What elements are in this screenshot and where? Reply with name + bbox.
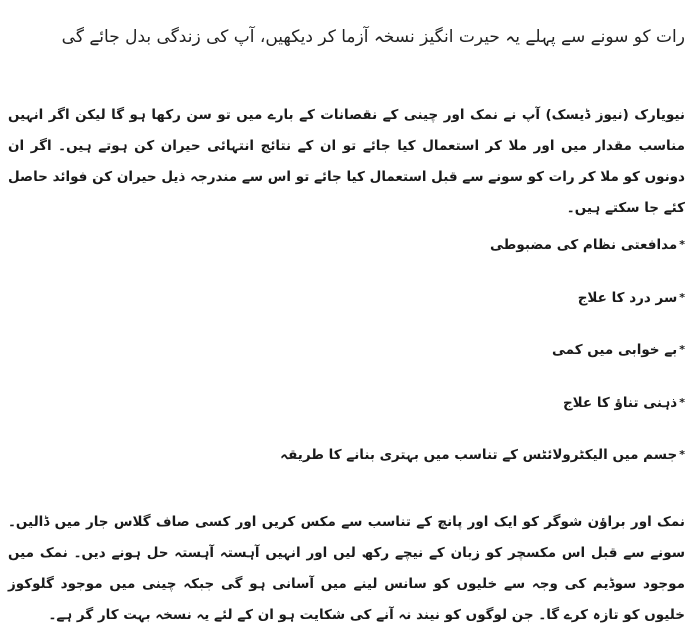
list-item-text: سر درد کا علاج — [577, 289, 678, 306]
method-paragraph: نمک اور براؤن شوگر کو ایک اور پانچ کے تناسب سے مکس کریں اور کسی صاف گلاس جار میں ڈالیں۔ سونے سے قبل اس مکسچر کو زبان کے نیچے رکھ لیں اور انہیں آہستہ آہستہ حل ہونے دیں۔ نمک میں موجود سوڈیم کی وجہ سے خلیوں کو سانس لینے میں آسانی ہو گی جبکہ چینی میں موجود گلوکوز خلیوں کو تازہ کرے گا۔ جن لوگوں کو نیند نہ آنے کی شکایت ہو ان کے لئے یہ نسخہ بہت کار گر ہے۔ — [8, 514, 685, 623]
bullet-marker: * — [679, 238, 685, 251]
list-item-text: ذہنی تناؤ کا علاج — [562, 394, 678, 411]
intro-paragraph: نیویارک (نیوز ڈیسک) آپ نے نمک اور چینی کے نقصانات کے بارے میں تو سن رکھا ہو گا لیکن اگر انہیں مناسب مقدار میں اور ملا کر استعمال کیا جائے تو ان کے نتائج انتہائی حیران کن ہوتے ہیں۔ اگر ان دونوں کو ملا کر رات کو سونے سے قبل استعمال کیا جائے تو اس سے مندرجہ ذیل حیران کن فوائد حاصل کئے جا سکتے ہیں۔ — [8, 107, 685, 216]
list-item — [8, 442, 685, 468]
list-item — [8, 337, 685, 363]
bullet-marker: * — [679, 343, 685, 356]
bullet-marker: * — [679, 395, 685, 409]
article-title: رات کو سونے سے پہلے یہ حیرت انگیز نسخہ آزما کر دیکھیں، آپ کی زندگی بدل جائے گی — [61, 27, 685, 47]
list-item — [8, 285, 685, 311]
benefits-list — [8, 232, 685, 495]
list-item — [8, 390, 685, 416]
list-item-text: مدافعتی نظام کی مضبوطی — [490, 237, 678, 253]
list-item — [8, 232, 685, 258]
list-item-text: جسم میں الیکٹرولائٹس کے تناسب میں بہتری بنانے کا طریقہ — [280, 447, 678, 463]
article — [8, 0, 687, 640]
bullet-marker: * — [679, 448, 685, 461]
list-item-text: بے خوابی میں کمی — [552, 342, 678, 358]
bullet-marker: * — [679, 290, 685, 304]
